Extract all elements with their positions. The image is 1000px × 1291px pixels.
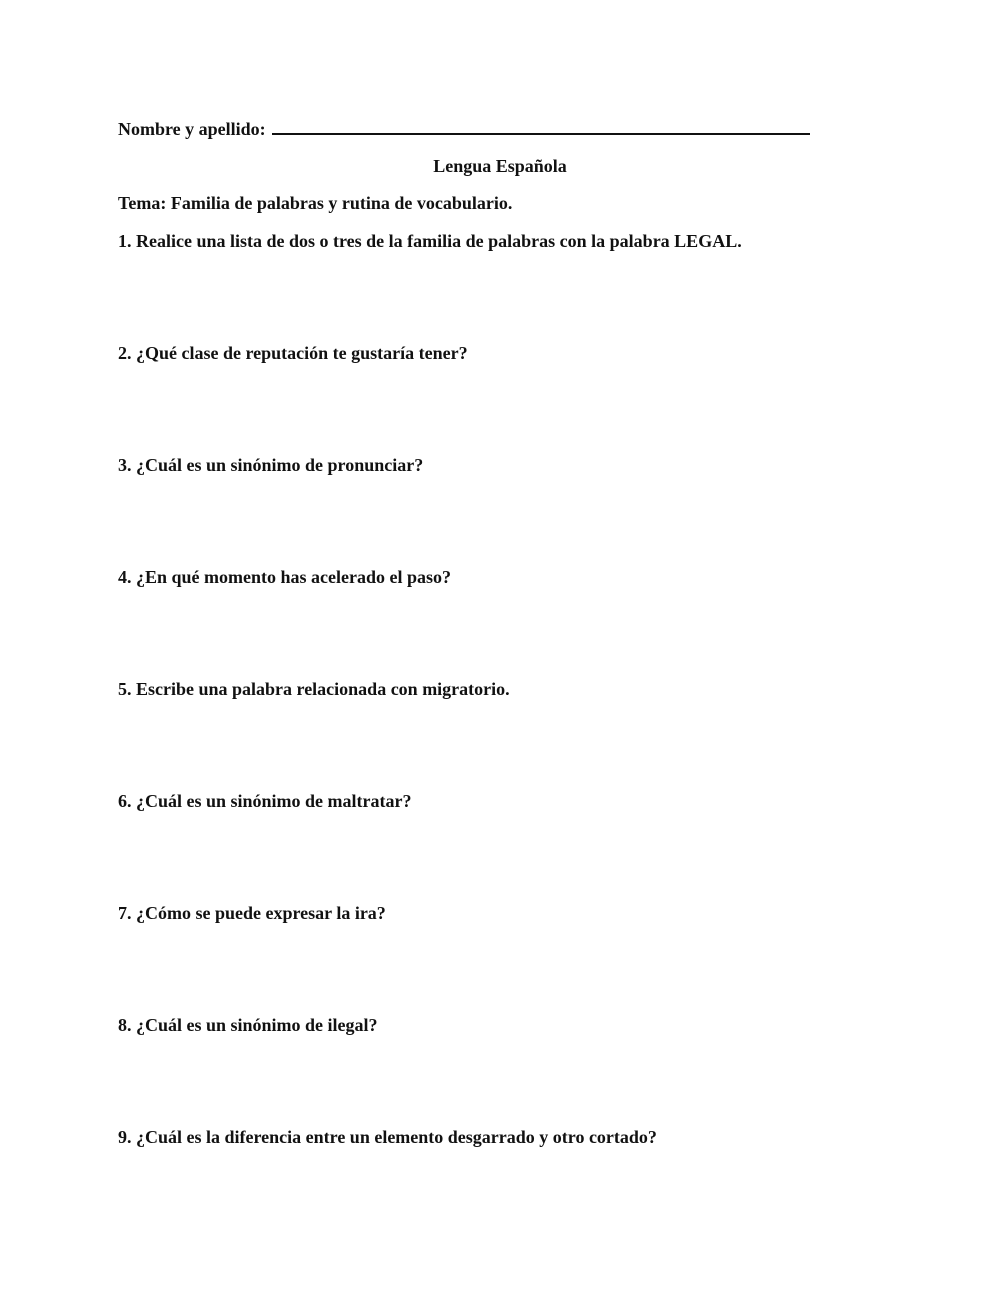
- question-1: 1. Realice una lista de dos o tres de la familia de palabras con la palabra LEGAL.: [118, 231, 742, 251]
- question-5: 5. Escribe una palabra relacionada con migratorio.: [118, 679, 510, 699]
- subject-title: Lengua Española: [433, 156, 567, 176]
- question-2: 2. ¿Qué clase de reputación te gustaría tener?: [118, 343, 468, 363]
- name-label: Nombre y apellido:: [118, 119, 266, 139]
- question-6: 6. ¿Cuál es un sinónimo de maltratar?: [118, 791, 412, 811]
- question-8: 8. ¿Cuál es un sinónimo de ilegal?: [118, 1015, 378, 1035]
- question-7: 7. ¿Cómo se puede expresar la ira?: [118, 903, 386, 923]
- topic-heading: Tema: Familia de palabras y rutina de vocabulario.: [118, 193, 513, 213]
- question-9: 9. ¿Cuál es la diferencia entre un elemento desgarrado y otro cortado?: [118, 1127, 657, 1147]
- name-row: [118, 118, 810, 140]
- name-blank-line[interactable]: [272, 119, 810, 135]
- question-3: 3. ¿Cuál es un sinónimo de pronunciar?: [118, 455, 424, 475]
- question-4: 4. ¿En qué momento has acelerado el paso?: [118, 567, 451, 587]
